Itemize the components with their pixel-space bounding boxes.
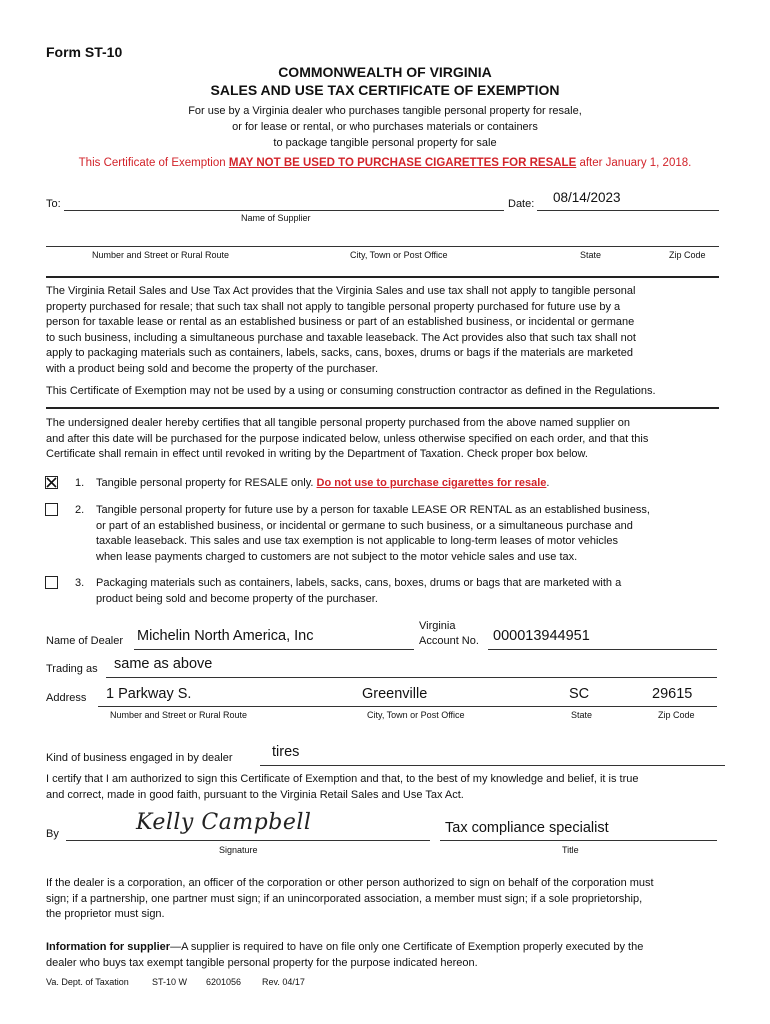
dealer-street-label: Number and Street or Rural Route: [110, 710, 248, 720]
form-title-2: SALES AND USE TAX CERTIFICATE OF EXEMPTION: [210, 82, 560, 98]
act-line-5: apply to packaging materials such as containers, labels, sacks, cans, boxes, drums or bags if the materials are marketed: [46, 347, 633, 360]
title-label: Title: [562, 845, 579, 855]
trading-value: same as above: [114, 656, 213, 672]
option-2-number: 2.: [75, 504, 85, 516]
signer-note-line-1: If the dealer is a corporation, an officer of the corporation or other person authorized to sign on behalf of the corporation must: [46, 877, 654, 889]
act-paragraph: [46, 284, 725, 378]
dealer-zip-value: 29615: [652, 686, 693, 702]
option-1-label: Tangible personal property for RESALE only.: [96, 477, 317, 489]
account-label-2: Account No.: [419, 635, 479, 647]
certification-line-2: and correct, made in good faith, pursuant to the Virginia Retail Sales and Use Tax Act.: [46, 788, 464, 801]
supplier-info: [46, 940, 725, 971]
act-line-3: person for taxable lease or rental as an established business or part of an established business, or incidental or germane: [46, 316, 635, 329]
supplier-state-label: State: [580, 250, 602, 260]
checkmark-x-icon: [46, 477, 57, 488]
trading-label: Trading as: [46, 663, 98, 675]
signature-label: Signature: [219, 845, 258, 855]
option-3-line-2: product being sold and become property of the purchaser.: [96, 592, 378, 605]
business-label: Kind of business engaged in by dealer: [46, 752, 233, 764]
footer-rev: Rev. 04/17: [262, 977, 305, 987]
option-2-text: [96, 503, 726, 565]
supplier-name-line[interactable]: [64, 210, 504, 211]
act-line-2: property purchased for resale; that such tax shall not apply to tangible personal property purchased for future use by a: [46, 300, 621, 313]
dealer-zip-label: Zip Code: [658, 710, 695, 720]
signer-note: [46, 876, 725, 923]
dealer-name-value: Michelin North America, Inc: [137, 628, 314, 644]
to-label: To:: [46, 198, 61, 210]
option-2-line-4: when lease payments charged to customers are not subject to the motor vehicle sales and use tax.: [96, 550, 578, 563]
business-value: tires: [272, 744, 300, 760]
dealer-name-line[interactable]: [134, 649, 414, 650]
supplier-info-line-1: [46, 940, 725, 956]
option-2-line-1: Tangible personal property for future use by a person for taxable LEASE OR RENTAL as an established business,: [96, 504, 650, 516]
act-line-4: to such business, including a simultaneous purchase and taxable leaseback. The Act provides also that such tax shall not: [46, 331, 636, 344]
divider-2: [46, 407, 719, 409]
contractor-note: This Certificate of Exemption may not be used by a using or consuming construction contractor as defined in the Regulations.: [46, 385, 656, 397]
by-label: By: [46, 828, 59, 840]
certify-paragraph: [46, 416, 725, 463]
signature-line[interactable]: [66, 840, 430, 841]
dealer-street-value: 1 Parkway S.: [106, 686, 192, 702]
supplier-address-line[interactable]: [46, 246, 719, 247]
footer-number: 6201056: [206, 977, 242, 987]
option-3-text: [96, 576, 726, 607]
business-line[interactable]: [260, 765, 725, 766]
date-value: 08/14/2023: [553, 190, 621, 205]
address-line[interactable]: [98, 706, 717, 707]
supplier-info-line-2: dealer who buys tax exempt tangible personal property for the purpose indicated hereon.: [46, 956, 478, 969]
supplier-city-label: City, Town or Post Office: [350, 250, 448, 260]
option-2-line-2: or part of an established business, or incidental or germane to such business, or a simultaneous purchase and: [96, 519, 633, 532]
subtitle-line-3: to package tangible personal property for sale: [273, 137, 497, 149]
certify-line-1: The undersigned dealer hereby certifies that all tangible personal property purchased from the above named supplier on: [46, 417, 630, 429]
account-value: 000013944951: [493, 628, 590, 644]
supplier-name-label: Name of Supplier: [241, 213, 311, 223]
dealer-state-value: SC: [569, 686, 590, 702]
date-label: Date:: [508, 198, 535, 210]
account-label-1: Virginia: [419, 620, 456, 632]
account-line[interactable]: [488, 649, 717, 650]
option-3-number: 3.: [75, 577, 85, 589]
divider-1: [46, 276, 719, 278]
form-title-1: COMMONWEALTH OF VIRGINIA: [278, 64, 492, 80]
certify-line-2: and after this date will be purchased for the purpose indicated below, unless otherwise specified on each order, and that this: [46, 432, 649, 445]
subtitle-line-2: or for lease or rental, or who purchases materials or containers: [232, 121, 538, 133]
supplier-zip-label: Zip Code: [669, 250, 706, 260]
option-1-checkbox[interactable]: [45, 476, 58, 489]
signer-note-line-3: the proprietor must sign.: [46, 908, 165, 921]
supplier-info-bold: Information for supplier: [46, 941, 171, 953]
title-line[interactable]: [440, 840, 717, 841]
date-line[interactable]: [537, 210, 719, 211]
dealer-city-value: Greenville: [362, 686, 428, 702]
warning-pre: This Certificate of Exemption: [78, 157, 229, 169]
signature-value: Kelly Campbell: [136, 810, 312, 835]
trading-line[interactable]: [106, 677, 717, 678]
certification-text: [46, 772, 725, 803]
act-line-1: The Virginia Retail Sales and Use Tax Act provides that the Virginia Sales and use tax shall not apply to tangible personal: [46, 285, 636, 297]
subtitle-line-1: For use by a Virginia dealer who purchases tangible personal property for resale,: [188, 105, 582, 117]
form-id: Form ST-10: [46, 44, 123, 60]
supplier-info-text: —A supplier is required to have on file only one Certificate of Exemption properly executed by the: [170, 941, 644, 953]
option-2-checkbox[interactable]: [45, 503, 58, 516]
warning-bold: MAY NOT BE USED TO PURCHASE CIGARETTES FOR RESALE: [228, 157, 577, 169]
option-3-checkbox[interactable]: [45, 576, 58, 589]
option-1-warning: Do not use to purchase cigarettes for resale: [316, 477, 547, 489]
supplier-street-label: Number and Street or Rural Route: [92, 250, 230, 260]
option-1-tail: .: [546, 477, 550, 489]
certify-line-3: Certificate shall remain in effect until revoked in writing by the Department of Taxation. Check proper box below.: [46, 448, 588, 461]
dealer-name-label: Name of Dealer: [46, 635, 124, 647]
option-1-number: 1.: [75, 477, 85, 489]
dealer-state-label: State: [571, 710, 593, 720]
option-3-line-1: Packaging materials such as containers, labels, sacks, cans, boxes, drums or bags that are marketed with a: [96, 577, 622, 589]
certification-line-1: I certify that I am authorized to sign this Certificate of Exemption and that, to the best of my knowledge and belief, it is true: [46, 773, 639, 785]
act-line-6: with a product being sold and become the property of the purchaser.: [46, 362, 379, 375]
cigarette-warning: [0, 157, 770, 169]
footer-form-code: ST-10 W: [152, 977, 188, 987]
title-value: Tax compliance specialist: [445, 820, 609, 836]
warning-post: after January 1, 2018.: [576, 157, 692, 169]
option-1-text: [96, 477, 549, 489]
dealer-city-label: City, Town or Post Office: [367, 710, 465, 720]
signer-note-line-2: sign; if a partnership, one partner must sign; if an unincorporated association, a member must sign; if a sole proprietorship,: [46, 892, 643, 905]
address-label: Address: [46, 692, 87, 704]
option-2-line-3: taxable leaseback. This sales and use tax exemption is not applicable to long-term leases of motor vehicles: [96, 535, 618, 548]
footer-dept: Va. Dept. of Taxation: [46, 977, 129, 987]
